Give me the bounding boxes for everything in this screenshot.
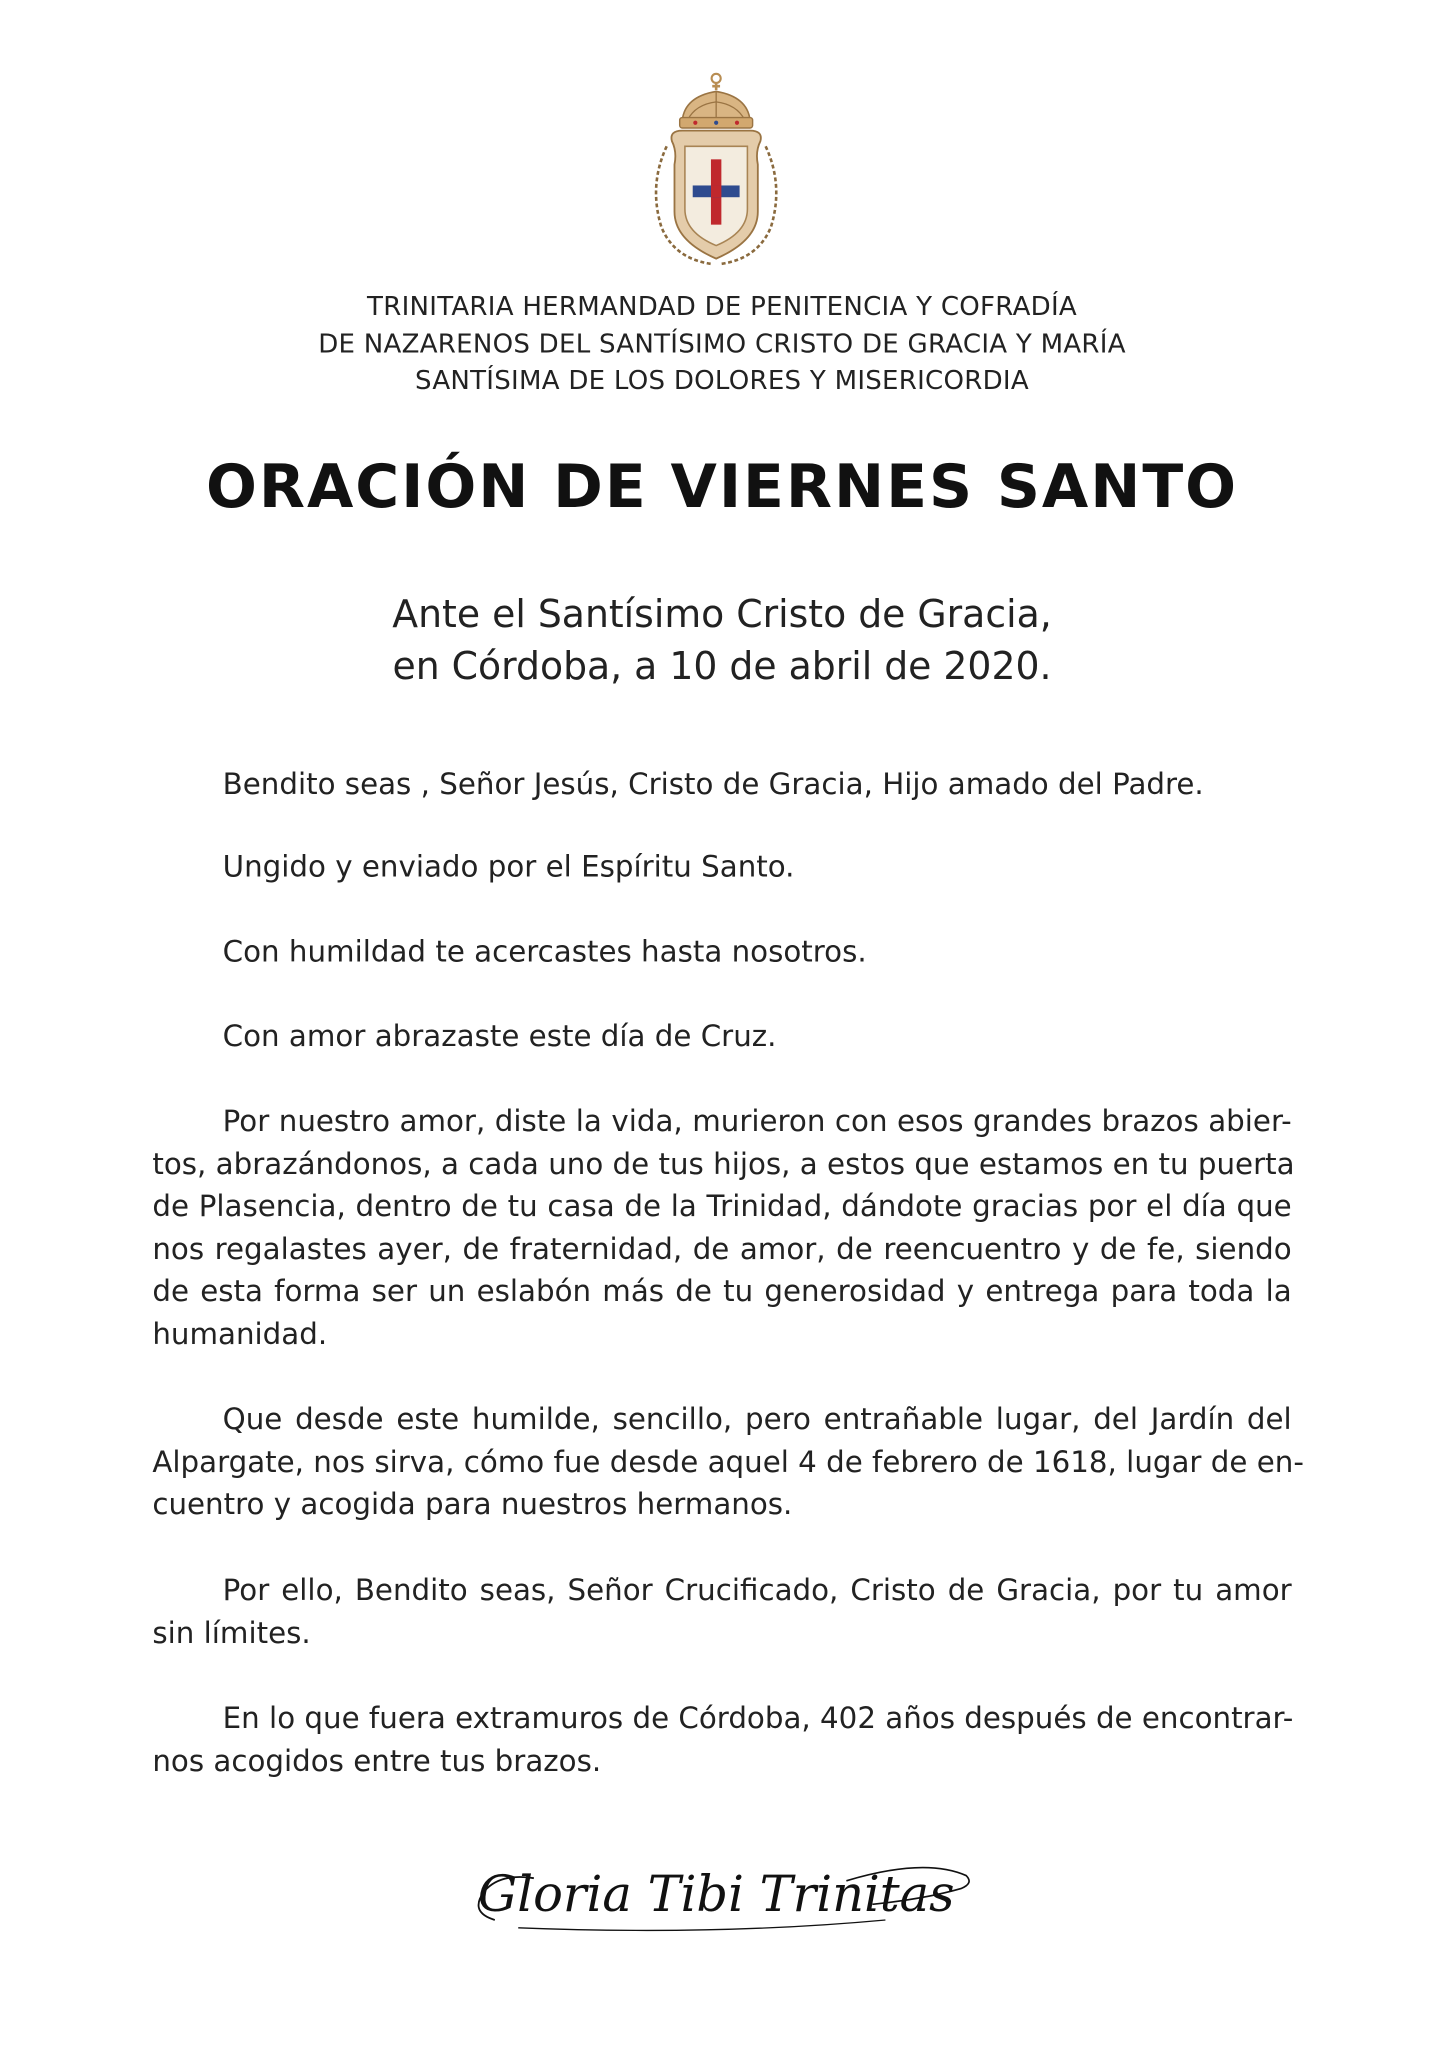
- signature-text: Gloria Tibi Trinitas: [477, 1865, 955, 1923]
- prayer-line: Ungido y enviado por el Espíritu Santo.: [222, 850, 795, 885]
- prayer-line: tos, abrazándonos, a cada uno de tus hijos, a estos que estamos en tu puerta: [152, 1147, 1295, 1182]
- brotherhood-name-line: TRINITARIA HERMANDAD DE PENITENCIA Y COFRADÍA: [367, 289, 1077, 322]
- prayer-line: Alpargate, nos sirva, cómo fue desde aquel 4 de febrero de 1618, lugar de en-: [152, 1445, 1304, 1480]
- prayer-line: de Plasencia, dentro de tu casa de la Trinidad, dándote gracias por el día que: [152, 1189, 1292, 1224]
- prayer-paragraph: [152, 1101, 1295, 1356]
- prayer-paragraph: [152, 846, 1291, 888]
- dedication: [0, 588, 1444, 692]
- prayer-paragraph: [152, 1399, 1304, 1526]
- page-title: ORACIÓN DE VIERNES SANTO: [205, 450, 1239, 522]
- prayer-line: En lo que fuera extramuros de Córdoba, 402 años después de encontrar-: [222, 1701, 1294, 1736]
- prayer-line: de esta forma ser un eslabón más de tu generosidad y entrega para toda la: [152, 1274, 1292, 1309]
- prayer-paragraph: [152, 1016, 1291, 1058]
- prayer-line: nos acogidos entre tus brazos.: [152, 1744, 602, 1779]
- prayer-line: Con amor abrazaste este día de Cruz.: [222, 1020, 777, 1055]
- prayer-paragraph: [152, 764, 1291, 806]
- prayer-line: nos regalastes ayer, de fraternidad, de amor, de reencuentro y de fe, siendo: [152, 1232, 1292, 1267]
- crest-icon: [638, 68, 794, 267]
- prayer-line: sin límites.: [152, 1616, 311, 1651]
- prayer-paragraph: [152, 1570, 1291, 1655]
- prayer-line: Por ello, Bendito seas, Señor Crucificado, Cristo de Gracia, por tu amor: [222, 1573, 1292, 1608]
- prayer-line: cuentro y acogida para nuestros hermanos.: [152, 1487, 793, 1522]
- prayer-paragraph: [152, 1698, 1294, 1783]
- prayer-line: Que desde este humilde, sencillo, pero entrañable lugar, del Jardín del: [222, 1402, 1292, 1437]
- prayer-line: Bendito seas , Señor Jesús, Cristo de Gracia, Hijo amado del Padre.: [222, 767, 1204, 802]
- dedication-line: Ante el Santísimo Cristo de Gracia,: [392, 591, 1052, 637]
- prayer-paragraph: [152, 931, 1291, 973]
- brotherhood-name-line: SANTÍSIMA DE LOS DOLORES Y MISERICORDIA: [415, 364, 1029, 396]
- dedication-line: en Córdoba, a 10 de abril de 2020.: [392, 643, 1052, 689]
- brotherhood-name-line: DE NAZARENOS DEL SANTÍSIMO CRISTO DE GRACIA Y MARÍA: [318, 327, 1126, 359]
- brotherhood-name: [0, 287, 1444, 399]
- prayer-line: Con humildad te acercastes hasta nosotros.: [222, 935, 867, 970]
- signature-motto: [456, 1852, 977, 1943]
- prayer-line: humanidad.: [152, 1317, 328, 1352]
- prayer-line: Por nuestro amor, diste la vida, murieron con esos grandes brazos abier-: [222, 1104, 1292, 1139]
